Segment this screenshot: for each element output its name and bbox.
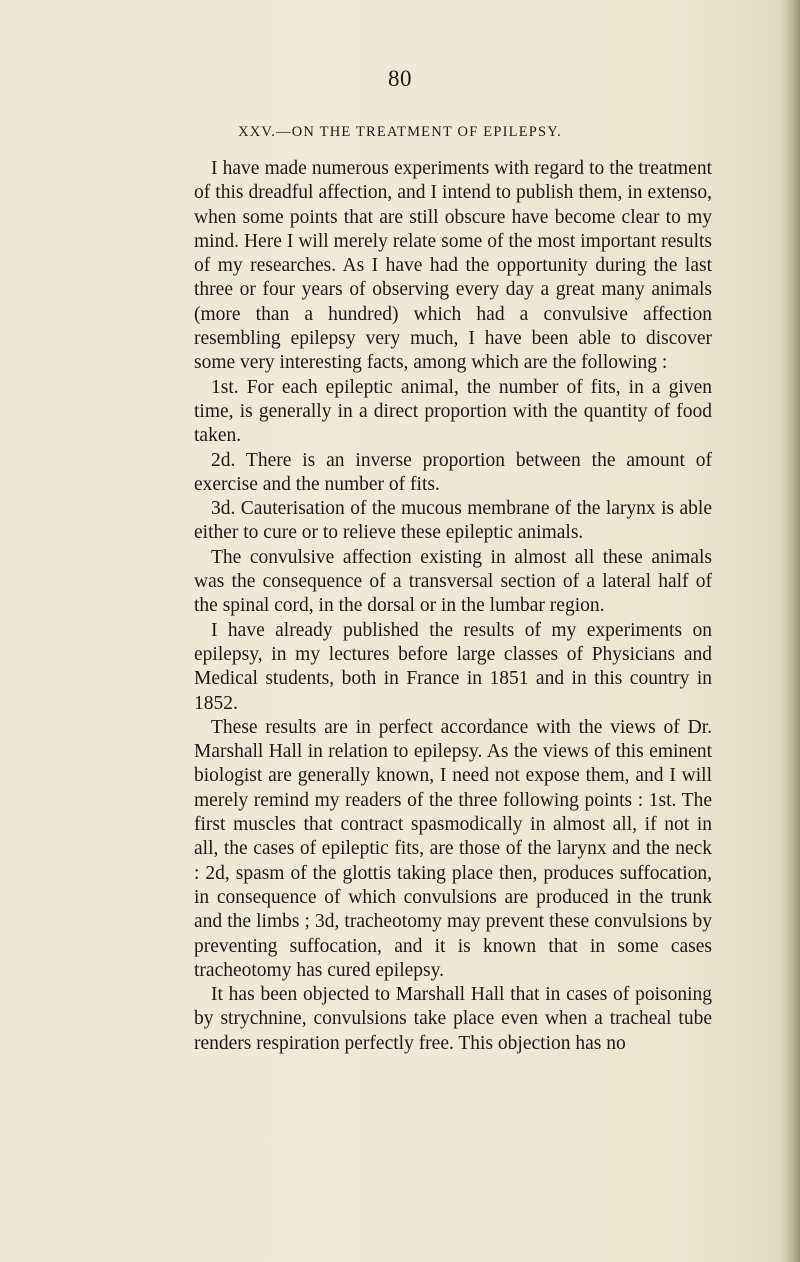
paragraph-convulsive-affection: The convulsive affection existing in almost all these animals was the consequence of a transversal section of a lateral half of the spinal cord, in the dorsal or in the lumbar region. xyxy=(194,546,712,617)
paragraph-second-fact: 2d. There is an inverse proportion between the amount of exercise and the number of fits. xyxy=(194,449,712,495)
paragraph-published-results: I have already published the results of my experiments on epilepsy, in my lectures before large classes of Physicians and Medical students, both in France in 1851 and in this country in 1852. xyxy=(194,619,712,714)
paragraph-first-fact: 1st. For each epileptic animal, the number of fits, in a given time, is generally in a direct proportion with the quantity of food taken. xyxy=(194,376,712,447)
body-text xyxy=(194,157,712,1056)
page-gutter-shadow xyxy=(782,0,800,1262)
paragraph-objection: It has been objected to Marshall Hall that in cases of poisoning by strychnine, convulsions take place even when a tracheal tube renders respiration perfectly free. This objection has no xyxy=(194,984,712,1054)
paragraph-intro: I have made numerous experiments with regard to the treatment of this dreadful affection, and I intend to publish them, in extenso, when some points that are still obscure have become clear to my mind. Here I will merely relate some of the most important results of my researches. As I have had the opportunity during the last three or four years of observing every day a great many animals (more than a hundred) which had a convulsive affection resembling epilepsy very much, I have been able to discover some very interesting facts, among which are the following : xyxy=(194,158,712,374)
paragraph-third-fact: 3d. Cauterisation of the mucous membrane of the larynx is able either to cure or to relieve these epileptic animals. xyxy=(194,498,712,544)
page-number: 80 xyxy=(388,66,412,91)
chapter-heading: XXV.—ON THE TREATMENT OF EPILEPSY. xyxy=(238,124,562,140)
paragraph-marshall-hall-views: These results are in perfect accordance with the views of Dr. Marshall Hall in relation to epilepsy. As the views of this eminent biologist are generally known, I need not expose them, and I will merely remind my readers of the three following points : 1st. The first muscles that contract spasmodically in almost all, if not in all, the cases of epileptic fits, are those of the larynx and the neck : 2d, spasm of the glottis taking place then, produces suffocation, in consequence of which convulsions are produced in the trunk and the limbs ; 3d, tracheotomy may prevent these convulsions by preventing suffocation, and it is known that in some cases tracheotomy has cured epilepsy. xyxy=(194,716,712,981)
